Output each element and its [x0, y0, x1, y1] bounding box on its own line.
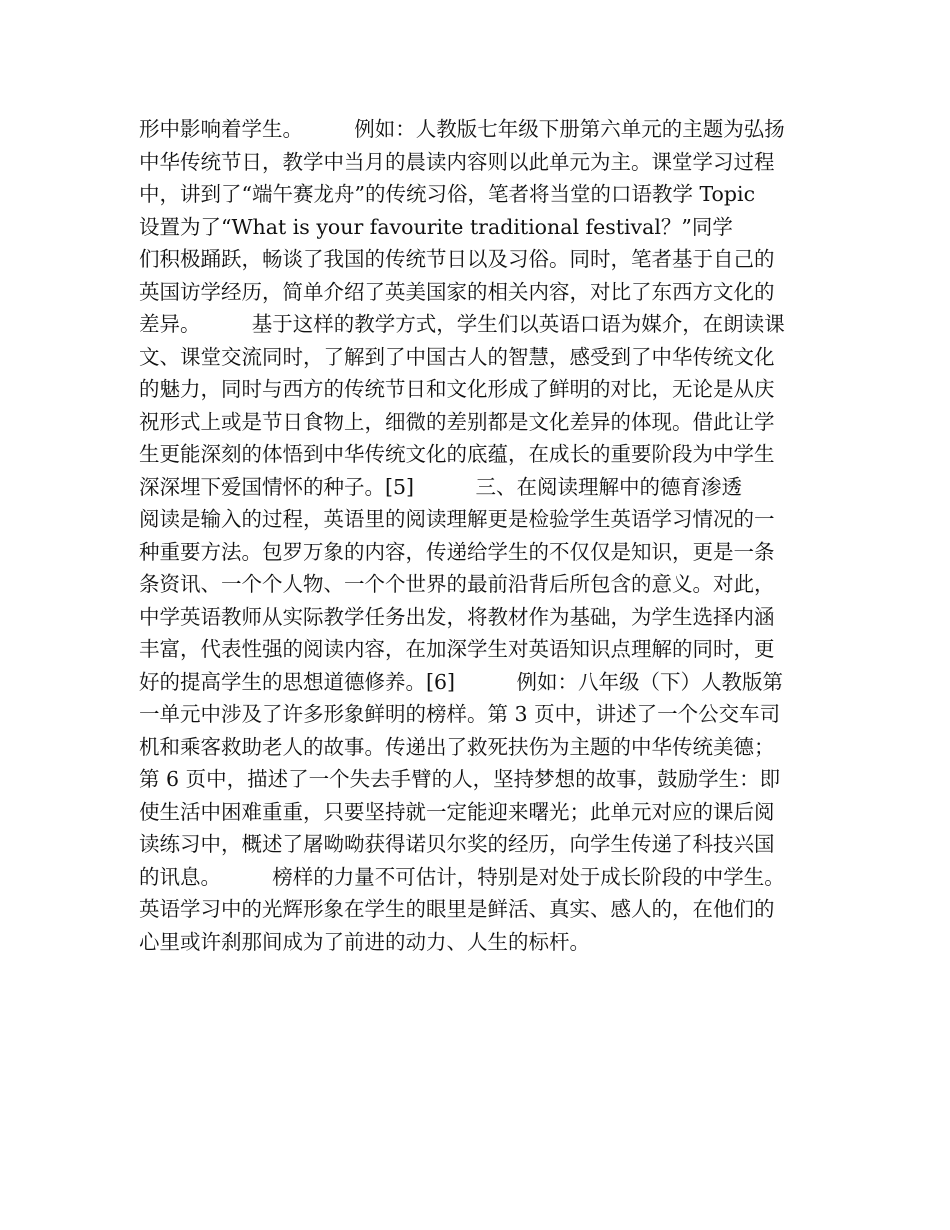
text-line-8: 文、课堂交流同时，了解到了中国古人的智慧，感受到了中华传统文化: [139, 344, 775, 369]
text-line-13: 阅读是输入的过程，英语里的阅读理解更是检验学生英语学习情况的一: [139, 507, 775, 531]
text-line-1: 形中影响着学生。 例如：人教版七年级下册第六单元的主题为弘扬: [139, 117, 785, 141]
text-line-20: 机和乘客救助老人的故事。传递出了救死扶伤为主题的中华传统美德；: [139, 734, 775, 759]
text-line-16: 中学英语教师从实际教学任务出发，将教材作为基础，为学生选择内涵: [139, 604, 775, 629]
text-line-24: 的讯息。 榜样的力量不可估计，特别是对处于成长阶段的中学生。: [139, 864, 785, 889]
text-line-18: 好的提高学生的思想道德修养。[6] 例如：八年级（下）人教版第: [139, 669, 784, 694]
text-line-11: 生更能深刻的体悟到中华传统文化的底蕴，在成长的重要阶段为中学生: [139, 442, 775, 466]
text-line-22: 使生活中困难重重，只要坚持就一定能迎来曙光；此单元对应的课后阅: [139, 799, 775, 824]
text-line-25: 英语学习中的光辉形象在学生的眼里是鲜活、真实、感人的，在他们的: [139, 897, 775, 921]
text-line-9: 的魅力，同时与西方的传统节日和文化形成了鲜明的对比，无论是从庆: [139, 377, 775, 401]
text-line-6: 英国访学经历，简单介绍了英美国家的相关内容，对比了东西方文化的: [139, 279, 775, 304]
text-line-23: 读练习中，概述了屠呦呦获得诺贝尔奖的经历，向学生传递了科技兴国: [139, 832, 775, 856]
text-line-7: 差异。 基于这样的教学方式，学生们以英语口语为媒介，在朗读课: [139, 312, 785, 336]
text-line-26: 心里或许刹那间成为了前进的动力、人生的标杆。: [139, 929, 590, 954]
text-line-12: 深深埋下爱国情怀的种子。[5] 三、在阅读理解中的德育渗透: [139, 474, 743, 499]
text-line-10: 祝形式上或是节日食物上，细微的差别都是文化差异的体现。借此让学: [139, 409, 775, 434]
text-line-19: 一单元中涉及了许多形象鲜明的榜样。第 3 页中，讲述了一个公交车司: [139, 702, 781, 726]
text-line-14: 种重要方法。包罗万象的内容，传递给学生的不仅仅是知识，更是一条: [139, 539, 775, 564]
text-line-4: 设置为了“What is your favourite traditional festival？”同学: [139, 214, 733, 239]
document-body-text: [139, 113, 819, 958]
text-line-2: 中华传统节日，教学中当月的晨读内容则以此单元为主。课堂学习过程: [139, 149, 775, 174]
text-line-5: 们积极踊跃，畅谈了我国的传统节日以及习俗。同时，笔者基于自己的: [139, 247, 775, 271]
text-line-21: 第 6 页中，描述了一个失去手臂的人，坚持梦想的故事，鼓励学生：即: [139, 767, 781, 791]
text-line-15: 条资讯、一个个人物、一个个世界的最前沿背后所包含的意义。对此，: [139, 572, 775, 596]
text-line-17: 丰富，代表性强的阅读内容，在加深学生对英语知识点理解的同时，更: [139, 637, 775, 661]
text-line-3: 中，讲到了“端午赛龙舟”的传统习俗，笔者将当堂的口语教学 Topic: [139, 182, 756, 206]
